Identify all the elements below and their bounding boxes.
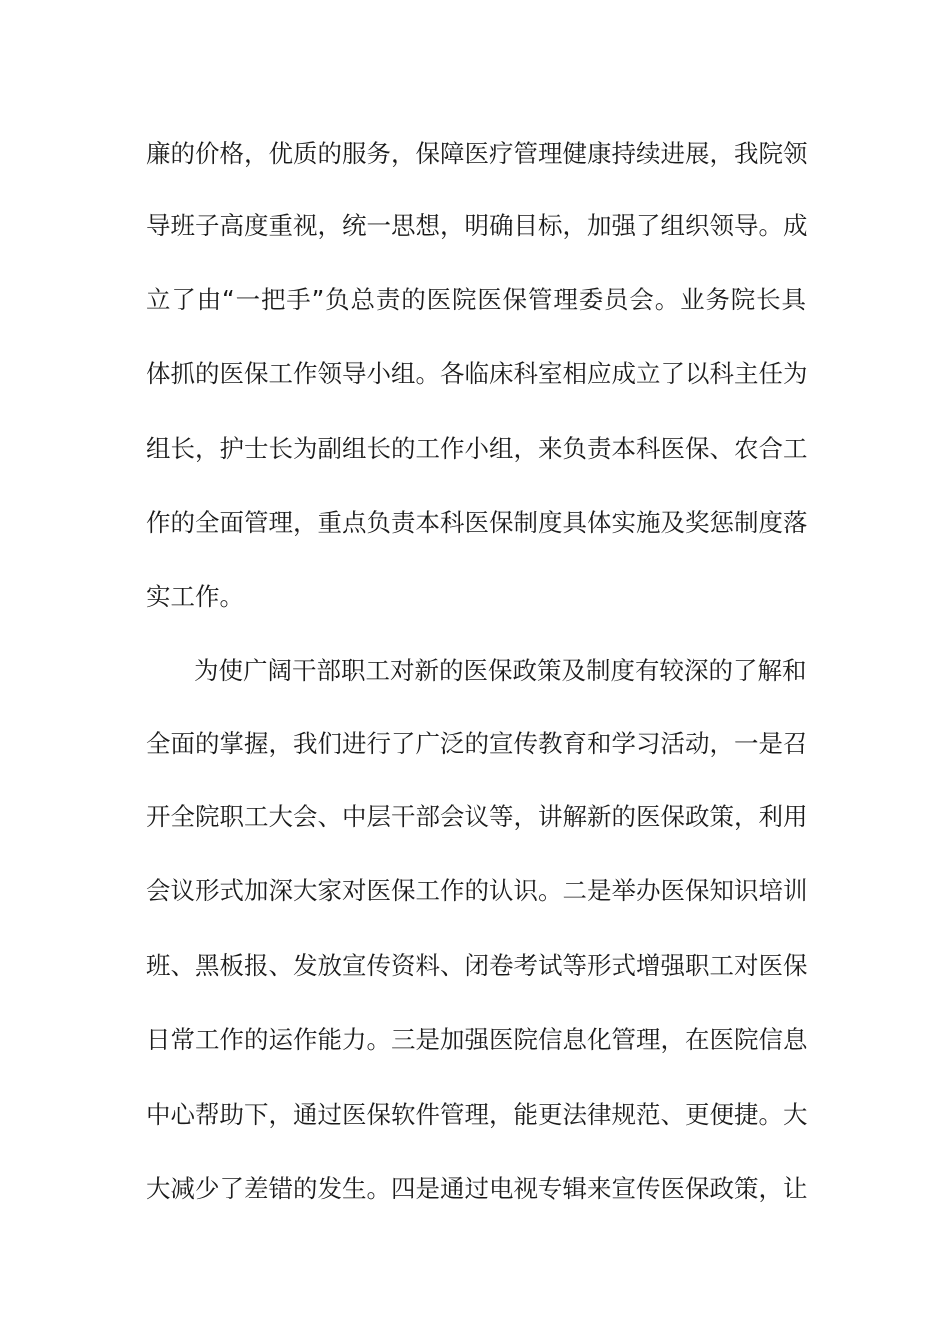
text-line: 班、黑板报、发放宣传资料、闭卷考试等形式增强职工对医保 — [146, 951, 808, 980]
text-line: 会议形式加深大家对医保工作的认识。二是举办医保知识培训 — [146, 876, 808, 905]
text-line: 开全院职工大会、中层干部会议等，讲解新的医保政策，利用 — [146, 802, 808, 831]
text-line: 大减少了差错的发生。四是通过电视专辑来宣传医保政策，让 — [146, 1174, 808, 1203]
text-line: 作的全面管理，重点负责本科医保制度具体实施及奖惩制度落 — [146, 508, 808, 537]
text-line: 全面的掌握，我们进行了广泛的宣传教育和学习活动，一是召 — [146, 729, 808, 758]
text-line: 实工作。 — [146, 582, 244, 611]
text-line: 为使广阔干部职工对新的医保政策及制度有较深的了解和 — [194, 656, 807, 685]
text-line: 廉的价格，优质的服务，保障医疗管理健康持续进展，我院领 — [146, 139, 808, 168]
text-line: 体抓的医保工作领导小组。各临床科室相应成立了以科主任为 — [146, 359, 808, 388]
text-line: 立了由“一把手”负总责的医院医保管理委员会。业务院长具 — [146, 285, 806, 314]
text-line: 中心帮助下，通过医保软件管理，能更法律规范、更便捷。大 — [146, 1100, 808, 1129]
text-line: 日常工作的运作能力。三是加强医院信息化管理，在医院信息 — [146, 1025, 808, 1054]
text-line: 组长，护士长为副组长的工作小组，来负责本科医保、农合工 — [146, 434, 808, 463]
text-line: 导班子高度重视，统一思想，明确目标，加强了组织领导。成 — [146, 211, 808, 240]
